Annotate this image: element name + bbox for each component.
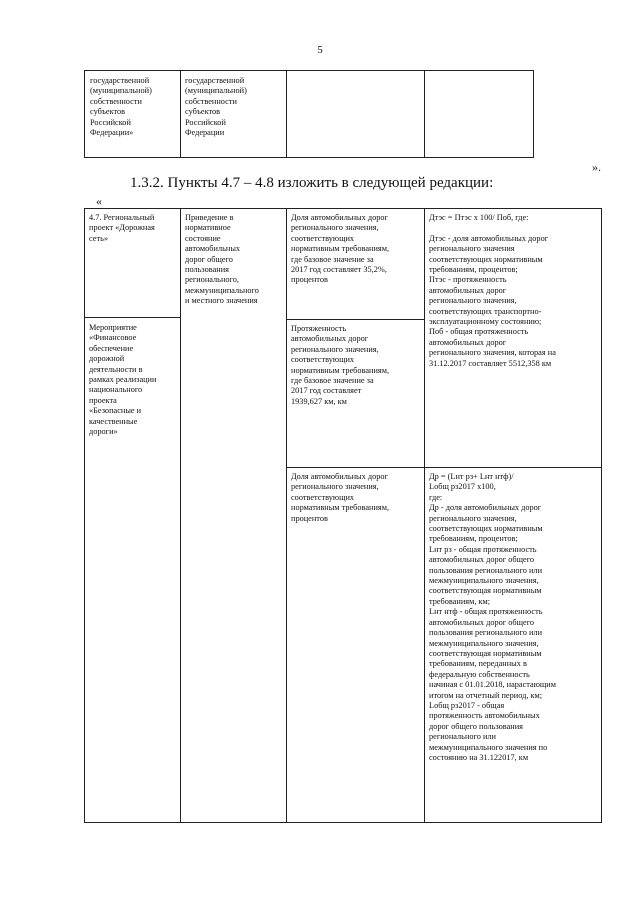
formula-cell-1: Дтэс = Птэс х 100/ Поб, где: Дтэс - доля автомобильных дорог регионального значения соответствующих нормативным требованиям, процентов; Птэс - протяженность автомобильных дорог регионального значения, соответствующих транспортно- эксплуатационному состоянию; Поб - общая протяженность автомобильных дорог регионального значения, которая на 31.12.2017 составляет 5512,358 км — [429, 213, 556, 368]
indicator-cell-3: Доля автомобильных дорог регионального значения, соответствующих нормативным требованиям, процентов — [291, 472, 390, 523]
formula-cell-2: Др = (Lнт рз+ Lнт нтф)/ Lобщ рз2017 х100, где: Др - доля автомобильных дорог регионального значения, соответствующих нормативным требованиям, процентов; Lнт рз - общая протяженность автомобильных дорог общего пользования регионального или межмуниципального значения, соответствующая нормативным требованиям, км; Lнт нтф - общая протяженность автомобильных дорог общего пользования регионального или межмуниципального значения, соответствующая нормативным требованиям, переданных в федеральную собственность начиная с 01.01.2018, нарастающим итогом на отчетный период, км; Lобщ рз2017 - общая протяженность автомобильных дорог общего пользования регионального или межмуниципального значения по состоянию на 31.122017, км — [429, 472, 556, 762]
table-border — [84, 317, 180, 318]
regional-project-cell: 4.7. Региональный проект «Дорожная сеть» — [89, 213, 155, 243]
closing-quote: ». — [592, 160, 601, 174]
table-border — [424, 70, 425, 158]
table-border — [84, 208, 85, 823]
indicator-cell-2: Протяженность автомобильных дорог регионального значения, соответствующих нормативным требованиям, где базовое значение за 2017 год составляет 1939,627 км, км — [291, 324, 390, 406]
table-border — [286, 467, 602, 468]
table-border — [180, 208, 181, 823]
table-border — [286, 319, 424, 320]
table-border — [286, 70, 287, 158]
table-border — [84, 822, 602, 823]
table-border — [84, 70, 85, 158]
section-heading: 1.3.2. Пункты 4.7 – 4.8 изложить в следующей редакции: — [130, 175, 494, 191]
goal-cell: Приведение в нормативное состояние автомобильных дорог общего пользования регионального, межмуниципального и местного значения — [185, 213, 259, 306]
table-border — [180, 70, 181, 158]
table-border — [533, 70, 534, 158]
top-table-cell-1: государственной (муниципальной) собственности субъектов Российской Федерации» — [90, 76, 152, 138]
table-border — [424, 208, 425, 823]
opening-quote: « — [96, 194, 102, 208]
table-border — [601, 208, 602, 823]
table-border — [286, 208, 287, 823]
table-border — [84, 70, 534, 71]
table-border — [84, 157, 534, 158]
indicator-cell-1: Доля автомобильных дорог регионального значения, соответствующих нормативным требованиям, где базовое значение за 2017 год составляет 35,2%, процентов — [291, 213, 390, 285]
page-number: 5 — [317, 44, 323, 56]
table-border — [84, 208, 602, 209]
measure-cell: Мероприятие «Финансовое обеспечение дорожной деятельности в рамках реализации национального проекта «Безопасные и качественные дороги» — [89, 323, 157, 437]
top-table-cell-2: государственной (муниципальной) собственности субъектов Российской Федерации — [185, 76, 247, 138]
